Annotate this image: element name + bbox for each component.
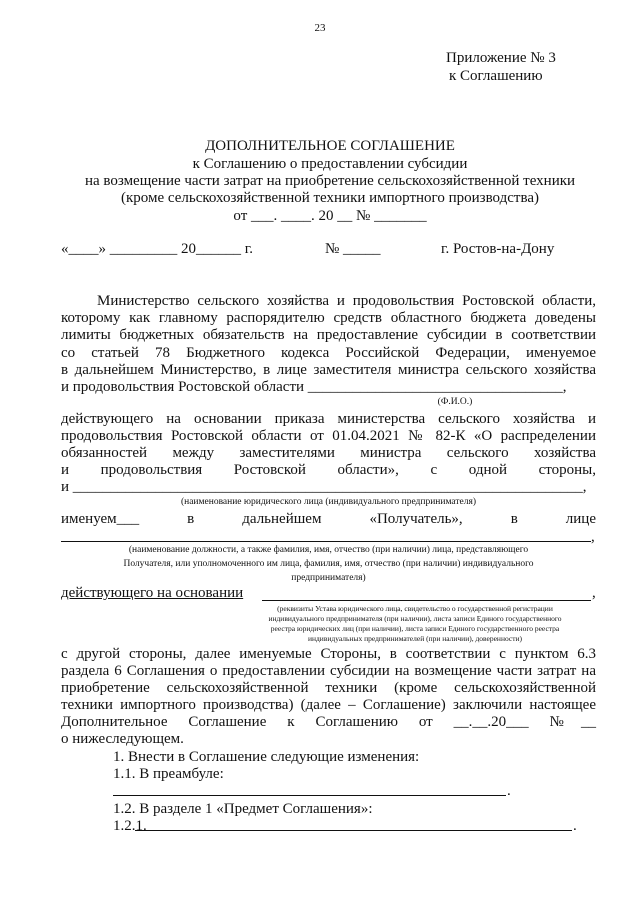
para1-line: со статьей 78 Бюджетного кодекса Российской Федерации, именуемое	[61, 345, 596, 361]
appendix-reference: к Соглашению	[449, 68, 543, 84]
page-number: 23	[314, 22, 326, 34]
subtitle-line-3: (кроме сельскохозяйственной техники импортного производства)	[120, 190, 539, 206]
named-line: именуем___ в дальнейшем «Получатель», в лице	[61, 511, 596, 527]
para1-line: лимиты бюджетных обязательств на предоставление субсидии в соответствии	[61, 327, 596, 343]
position-caption-line-3: предпринимателя)	[291, 573, 366, 583]
item-1-2-1-blank-line	[135, 830, 572, 831]
para3-line: раздела 6 Соглашения о предоставлении субсидии на возмещение части затрат на	[61, 663, 596, 679]
para3-line: техники импортного производства) (далее – Соглашение) заключили настоящее	[61, 697, 596, 713]
contract-city: г. Ростов-на-Дону	[441, 241, 555, 257]
item-1-2-1: 1.2.1.	[113, 818, 147, 834]
requisites-caption-line-2: индивидуального предпринимателя (при наличии), листа записи Единого государственного	[268, 614, 562, 623]
para3-line: приобретение сельскохозяйственной техники (кроме сельскохозяйственной	[61, 680, 596, 696]
para3-line: о нижеследующем.	[61, 731, 184, 747]
para2-line: обязанностей между заместителями министра сельского хозяйства	[61, 445, 596, 461]
item-1-2: 1.2. В разделе 1 «Предмет Соглашения»:	[113, 801, 373, 817]
contract-number: № _____	[325, 241, 381, 257]
subtitle-line-2: на возмещение части затрат на приобретение сельскохозяйственной техники	[84, 173, 576, 189]
appendix-number: Приложение № 3	[446, 50, 556, 66]
item-1-1-blank-line	[113, 795, 506, 796]
item-1-1: 1.1. В преамбуле:	[113, 766, 224, 782]
para1-line: и продовольствия Ростовской области __________________________________,	[61, 379, 567, 395]
para1-line: в дальнейшем Министерство, в лице заместителя министра сельского хозяйства	[61, 362, 596, 378]
entity-caption: (наименование юридического лица (индивидуального предпринимателя)	[180, 497, 477, 507]
comma: ,	[591, 529, 595, 545]
contract-date: «____» _________ 20______ г.	[61, 241, 253, 257]
para2-line: и продовольствия Ростовской области», с одной стороны,	[61, 462, 596, 478]
and-line: и ____________________________________________________________________,	[61, 479, 587, 495]
para3-line: с другой стороны, далее именуемые Стороны, в соответствии с пунктом 6.3	[61, 646, 596, 662]
subtitle-date-number: от ___. ____. 20 __ № _______	[233, 208, 427, 224]
period: .	[573, 818, 577, 834]
requisites-caption-line-1: (реквизиты Устава юридического лица, свидетельство о государственной регистрации	[277, 604, 553, 613]
acting-basis: действующего на основании	[61, 585, 244, 601]
document-title: ДОПОЛНИТЕЛЬНОЕ СОГЛАШЕНИЕ	[205, 138, 455, 154]
period: .	[507, 783, 511, 799]
position-caption-line-2: Получателя, или уполномоченного им лица, фамилия, имя, отчество (при наличии) индивидуального	[123, 559, 534, 569]
comma: ,	[592, 585, 596, 601]
position-blank-line	[61, 541, 591, 542]
para1-line: которому как главному распорядителю средств областного бюджета доведены	[61, 310, 596, 326]
para1-line: Министерство сельского хозяйства и продовольствия Ростовской области,	[97, 293, 596, 309]
subtitle-line-1: к Соглашению о предоставлении субсидии	[192, 156, 468, 172]
requisites-caption-line-4: индивидуальных предпринимателей (при наличии), доверенности)	[307, 634, 523, 643]
para2-line: действующего на основании приказа министерства сельского хозяйства и	[61, 411, 596, 427]
para2-line: продовольствия Ростовской области от 01.04.2021 № 82-К «О распределении	[61, 428, 596, 444]
position-caption-line-1: (наименование должности, а также фамилия, имя, отчество (при наличии) лица, представляющего	[128, 545, 529, 555]
basis-blank-line	[262, 600, 591, 601]
item-1: 1. Внести в Соглашение следующие изменения:	[113, 749, 420, 765]
fio-caption: (Ф.И.О.)	[437, 397, 473, 407]
requisites-caption-line-3: реестра юридических лиц (при наличии), листа записи Единого государственного реестра	[270, 624, 560, 633]
para3-line: Дополнительное Соглашение к Соглашению от __.__.20___ №__	[61, 714, 596, 730]
